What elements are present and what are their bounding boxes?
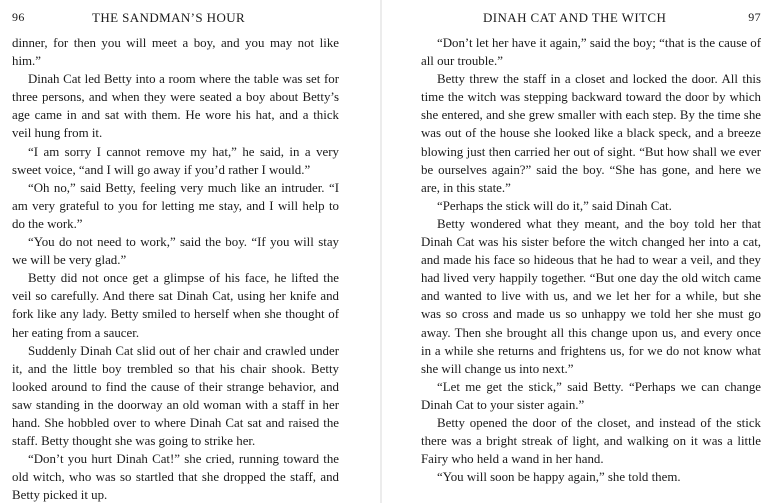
- running-head: [12, 10, 339, 24]
- paragraph: Betty did not once get a glimpse of his face, he lifted the veil so carefully. And there sat Dinah Cat, using her knife and fork like any lady. Betty smiled to herself when she thought of her eating from a saucer.: [12, 271, 339, 340]
- running-title: THE SANDMAN’S HOUR: [92, 10, 246, 25]
- page-body: [12, 34, 339, 503]
- paragraph: Suddenly Dinah Cat slid out of her chair and crawled under it, and the little boy trembled so that his chair shook. Betty looked around to find the cause of their strange behavior, and saw standing in the doorway an old woman with a staff in her hand. She hobbled over to where Dinah Cat sat and raised the staff. Betty thought she was going to strike her.: [12, 343, 339, 449]
- page-number: 96: [12, 10, 25, 24]
- running-title: DINAH CAT AND THE WITCH: [483, 10, 667, 25]
- paragraph: “Oh no,” said Betty, feeling very much like an intruder. “I am very grateful to you for letting me stay, and I will help to do the work.”: [12, 180, 339, 231]
- paragraph: “You do not need to work,” said the boy. “If you will stay we will be very glad.”: [12, 235, 339, 268]
- paragraph: Dinah Cat led Betty into a room where the table was set for three persons, and when they were seated a boy about Betty’s age came in and sat with them. He wore his hat, and a thick veil hung from it.: [12, 72, 339, 141]
- paragraph: “You will soon be happy again,” she told them.: [437, 470, 681, 485]
- paragraph: “Let me get the stick,” said Betty. “Perhaps we can change Dinah Cat to your sister again.”: [421, 379, 761, 412]
- page-number: 97: [748, 10, 761, 24]
- running-head: [421, 10, 761, 24]
- left-page: [12, 0, 339, 503]
- right-page: [421, 0, 761, 503]
- paragraph: dinner, for then you will meet a boy, and you may not like him.”: [12, 36, 339, 69]
- paragraph: Betty opened the door of the closet, and instead of the stick there was a bright streak of light, and walking on it was a little Fairy who held a wand in her hand.: [421, 415, 761, 467]
- paragraph: “Don’t let her have it again,” said the boy; “that is the cause of all our trouble.”: [421, 36, 761, 69]
- paragraph: “I am sorry I cannot remove my hat,” he said, in a very sweet voice, “and I will go away if you’d rather I would.”: [12, 144, 339, 177]
- paragraph: Betty threw the staff in a closet and locked the door. All this time the witch was stepping backward toward the door by which she entered, and she grew smaller with each step. By the time she was out of the house she looked like a black speck, and a breeze blowing just then carried her out of sight. “But how shall we ever be ourselves again?” said the boy. “She has gone, and here we are, in this state.”: [421, 72, 761, 195]
- paragraph: “Perhaps the stick will do it,” said Dinah Cat.: [437, 198, 672, 213]
- page-body: [421, 34, 761, 486]
- paragraph: Betty wondered what they meant, and the boy told her that Dinah Cat was his sister before the witch changed her into a cat, and made his face so hideous that he had to wear a veil, and they had lived very happily together. “But one day the old witch came and wanted to live with us, and we let her for a while, but she was so cross and made us so unhappy we told her she must go away. Then she brought all this change upon us, and every once in a while she returns and frightens us, for we do not know what she will change us into next.”: [421, 216, 761, 376]
- paragraph: “Don’t you hurt Dinah Cat!” she cried, running toward the old witch, who was so startled that she dropped the staff, and Betty picked it up.: [12, 452, 339, 503]
- page-gutter: [380, 0, 382, 503]
